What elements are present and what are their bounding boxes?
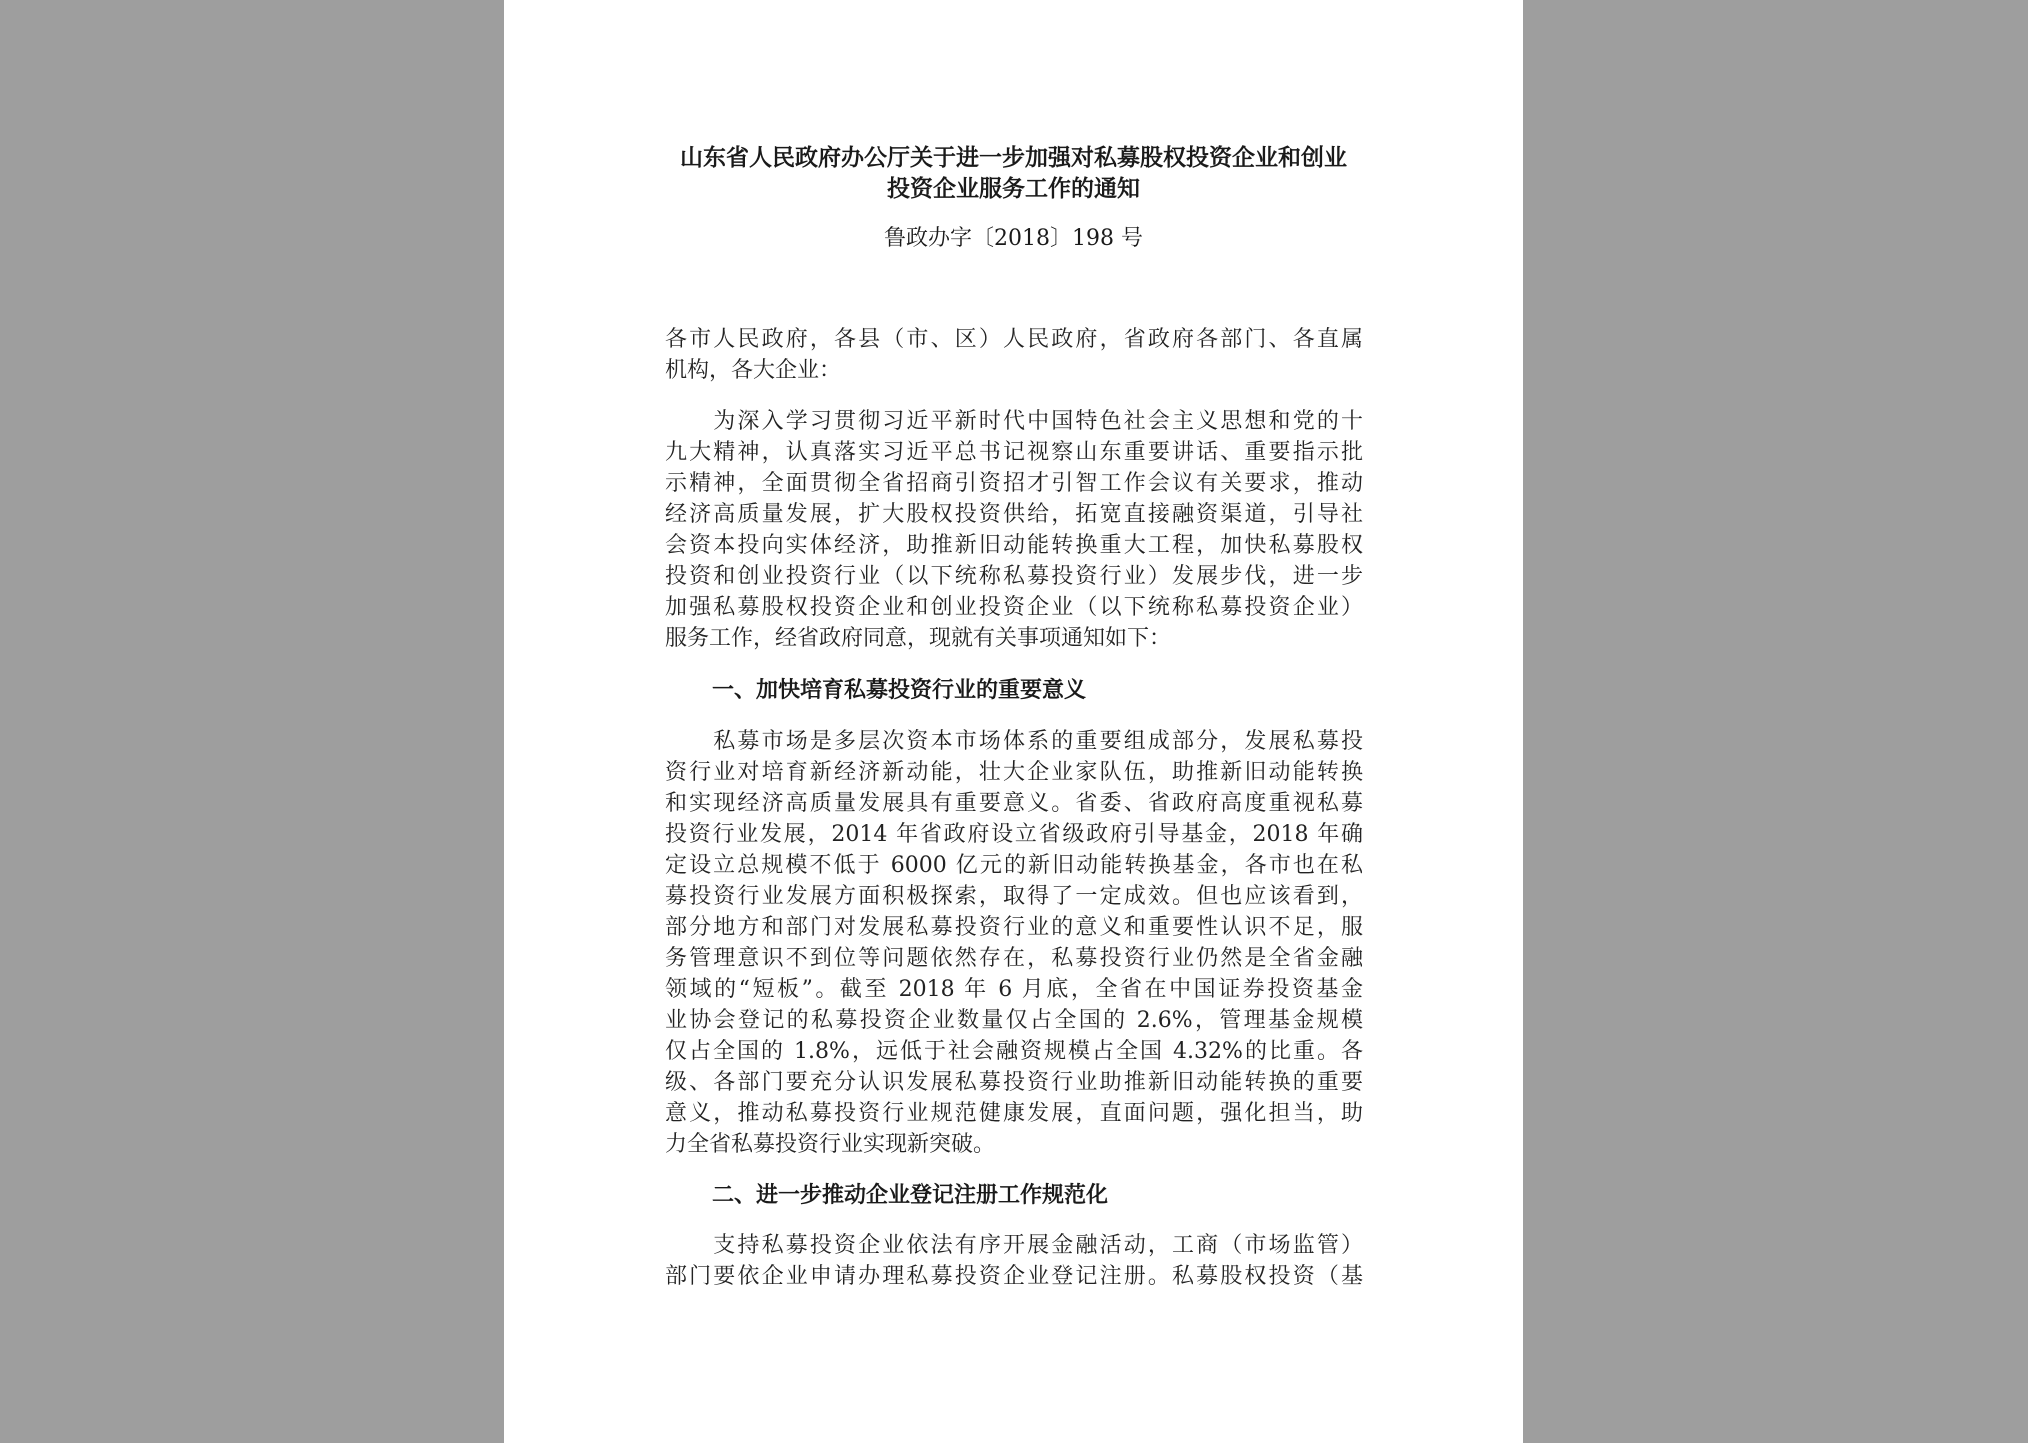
paragraph-line: 为深入学习贯彻习近平新时代中国特色社会主义思想和党的十 [665, 409, 1363, 434]
addressee-block [665, 324, 1363, 386]
addressee-line: 机构，各大企业： [665, 358, 842, 383]
document-title-line-1: 山东省人民政府办公厅关于进一步加强对私募股权投资企业和创业 [680, 144, 1347, 171]
section-1-paragraph [665, 726, 1363, 1160]
paragraph-line: 务管理意识不到位等问题依然存在，私募投资行业仍然是全省金融 [665, 946, 1363, 971]
paragraph-line: 支持私募投资企业依法有序开展金融活动，工商（市场监管） [665, 1233, 1363, 1258]
document-title-line-2: 投资企业服务工作的通知 [887, 175, 1140, 202]
paragraph-line: 投资和创业投资行业（以下统称私募投资行业）发展步伐，进一步 [665, 564, 1363, 589]
paragraph-line: 投资行业发展，2014 年省政府设立省级政府引导基金，2018 年确 [665, 822, 1363, 847]
paragraph-line: 领域的“短板”。截至 2018 年 6 月底，全省在中国证券投资基金 [665, 977, 1363, 1002]
paragraph-line: 资行业对培育新经济新动能，壮大企业家队伍，助推新旧动能转换 [665, 760, 1363, 785]
paragraph-line: 加强私募股权投资企业和创业投资企业（以下统称私募投资企业） [665, 595, 1363, 620]
paragraph-line: 意义，推动私募投资行业规范健康发展，直面问题，强化担当，助 [665, 1101, 1363, 1126]
section-1-heading: 一、加快培育私募投资行业的重要意义 [712, 677, 1087, 703]
section-2-paragraph [665, 1230, 1363, 1292]
paragraph-line: 私募市场是多层次资本市场体系的重要组成部分，发展私募投 [665, 729, 1363, 754]
intro-paragraph [665, 406, 1363, 654]
paragraph-line: 和实现经济高质量发展具有重要意义。省委、省政府高度重视私募 [665, 791, 1363, 816]
document-page [504, 0, 1523, 1443]
paragraph-line: 部门要依企业申请办理私募投资企业登记注册。私募股权投资（基 [665, 1264, 1363, 1289]
document-number: 鲁政办字〔2018〕198 号 [884, 226, 1143, 251]
paragraph-line: 示精神，全面贯彻全省招商引资招才引智工作会议有关要求，推动 [665, 471, 1363, 496]
paragraph-line: 仅占全国的 1.8%，远低于社会融资规模占全国 4.32%的比重。各 [665, 1039, 1363, 1064]
paragraph-line: 服务工作，经省政府同意，现就有关事项通知如下： [665, 626, 1172, 651]
paragraph-line: 定设立总规模不低于 6000 亿元的新旧动能转换基金，各市也在私 [665, 853, 1363, 878]
paragraph-line: 业协会登记的私募投资企业数量仅占全国的 2.6%，管理基金规模 [665, 1008, 1363, 1033]
addressee-line: 各市人民政府，各县（市、区）人民政府，省政府各部门、各直属 [665, 327, 1363, 352]
paragraph-line: 级、各部门要充分认识发展私募投资行业助推新旧动能转换的重要 [665, 1070, 1363, 1095]
paragraph-line: 九大精神，认真落实习近平总书记视察山东重要讲话、重要指示批 [665, 440, 1363, 465]
paragraph-line: 募投资行业发展方面积极探索，取得了一定成效。但也应该看到， [665, 884, 1363, 909]
paragraph-line: 力全省私募投资行业实现新突破。 [665, 1132, 996, 1157]
section-2-heading: 二、进一步推动企业登记注册工作规范化 [712, 1182, 1109, 1208]
paragraph-line: 会资本投向实体经济，助推新旧动能转换重大工程，加快私募股权 [665, 533, 1363, 558]
paragraph-line: 经济高质量发展，扩大股权投资供给，拓宽直接融资渠道，引导社 [665, 502, 1363, 527]
paragraph-line: 部分地方和部门对发展私募投资行业的意义和重要性认识不足，服 [665, 915, 1363, 940]
